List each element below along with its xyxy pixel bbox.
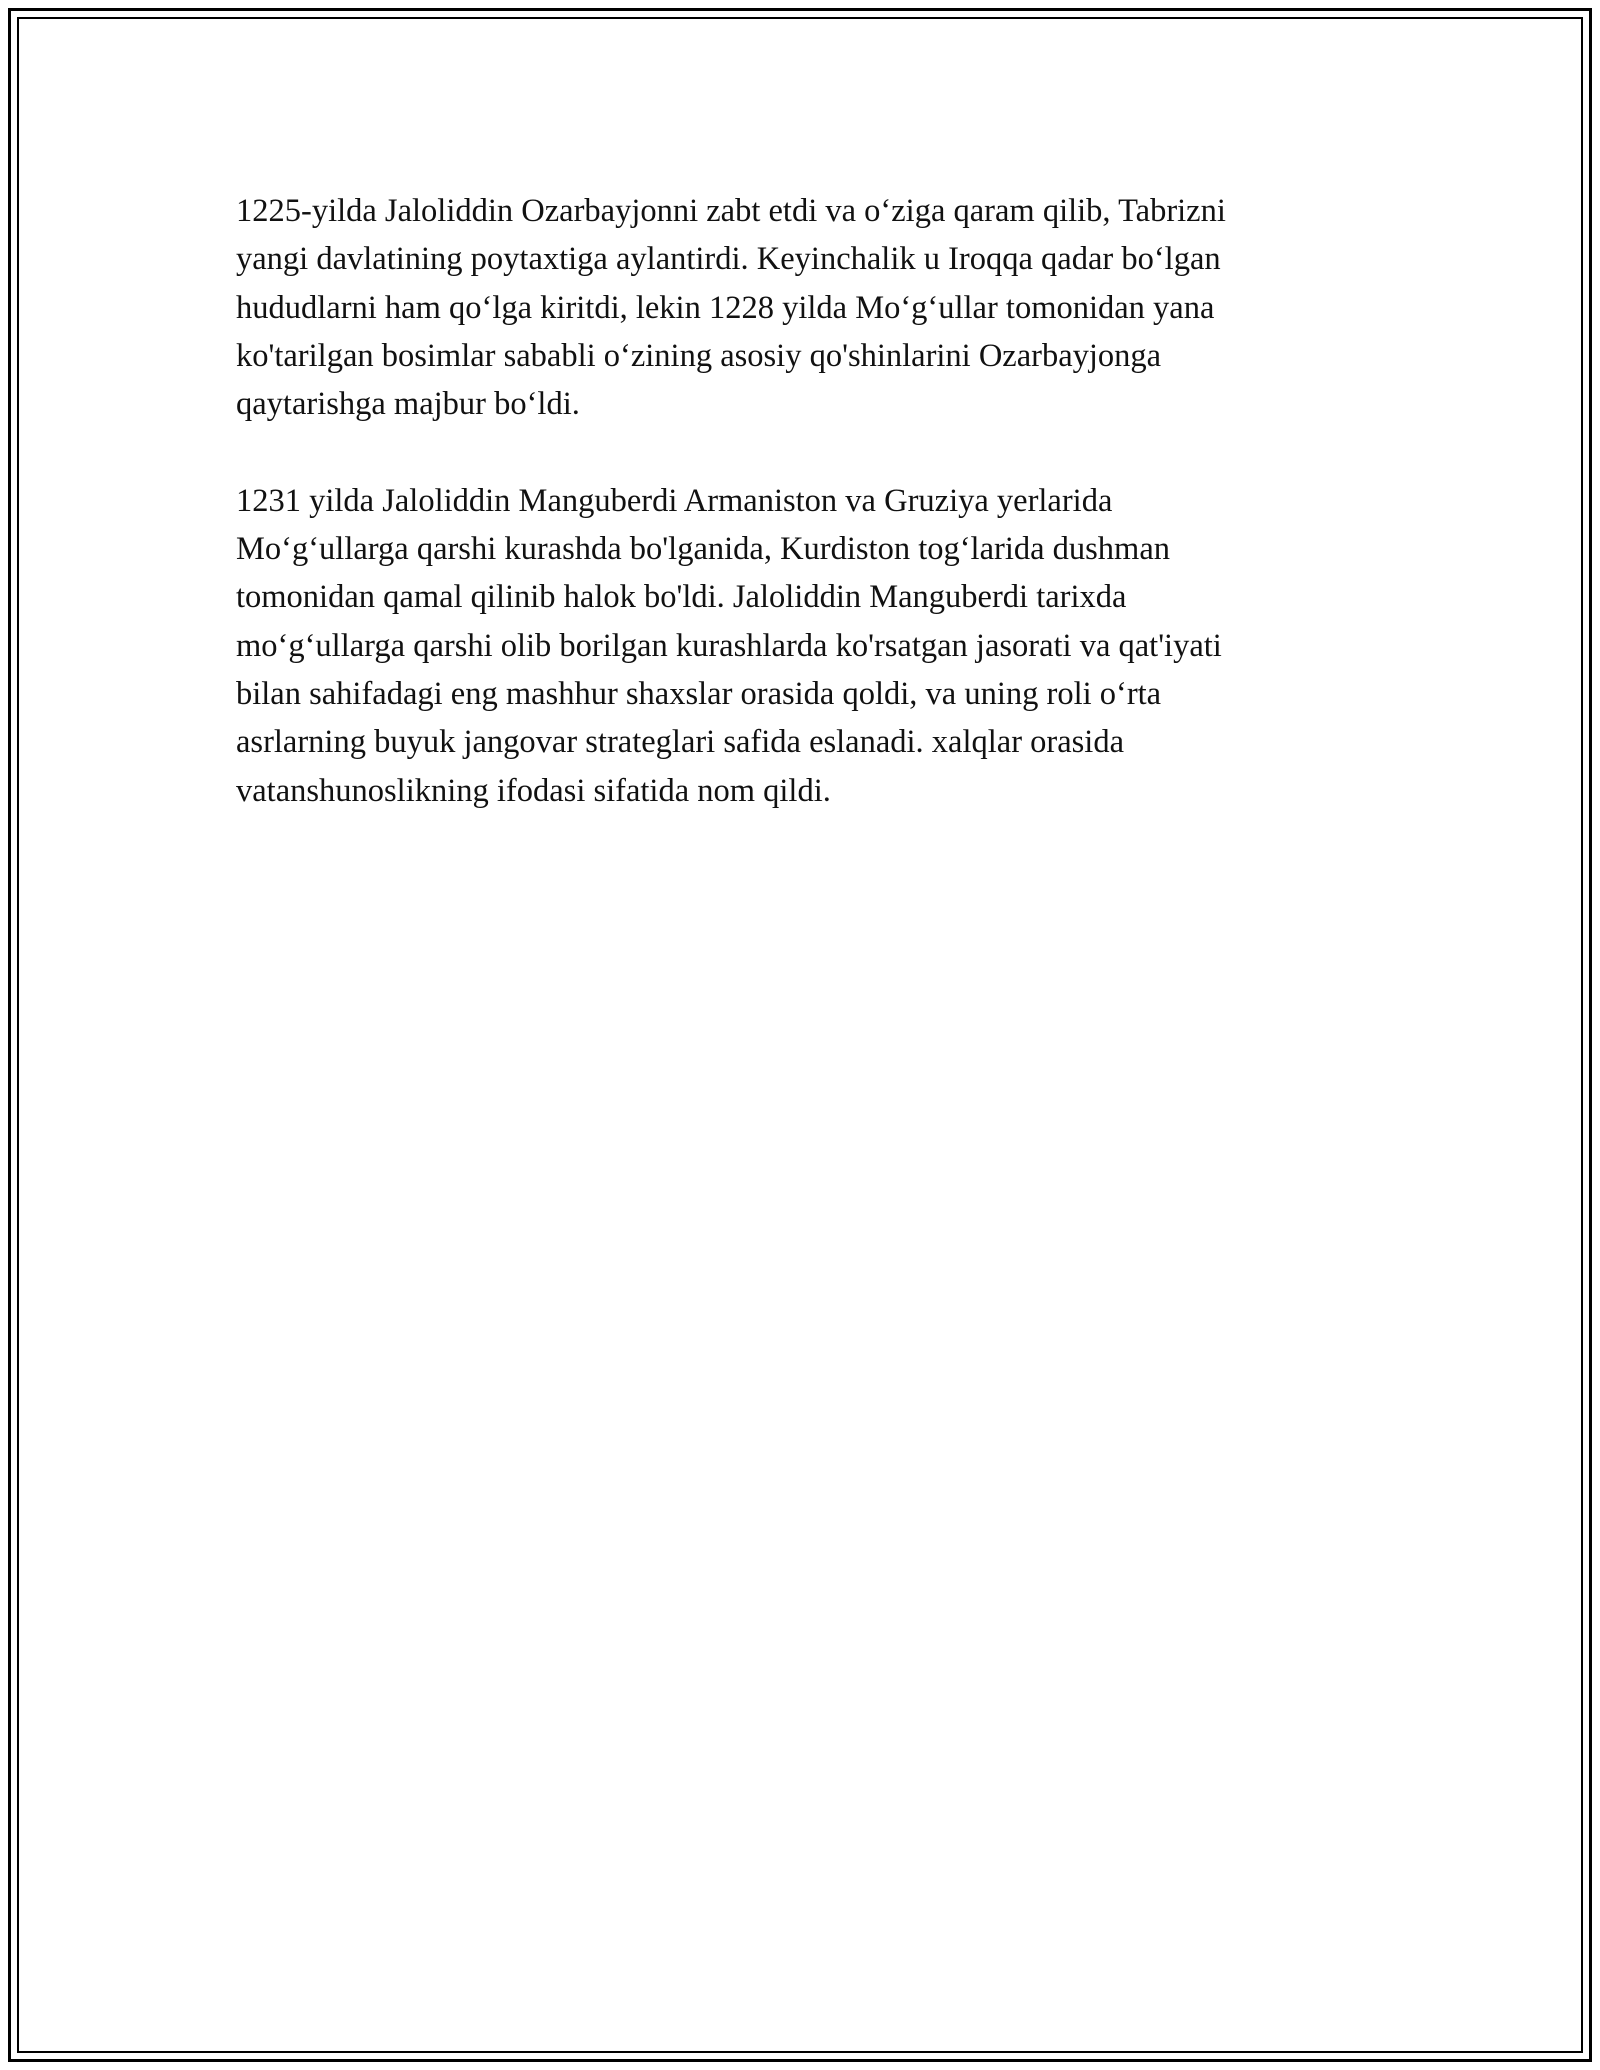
text-line: 1231 yilda Jaloliddin Manguberdi Armaniston va Gruziya yerlarida [236, 482, 1113, 519]
document-body [236, 187, 1366, 863]
text-line: hududlarni ham qo‘lga kiritdi, lekin 1228 yilda Mo‘g‘ullar tomonidan yana [236, 289, 1215, 326]
text-line: bilan sahifadagi eng mashhur shaxslar orasida qoldi, va uning roli o‘rta [236, 675, 1162, 712]
paragraph-1 [236, 187, 1366, 428]
text-line: Mo‘g‘ullarga qarshi kurashda bo'lganida, Kurdiston tog‘larida dushman [236, 531, 1171, 568]
text-line: asrlarning buyuk jangovar strateglari safida eslanadi. xalqlar orasida [236, 724, 1125, 761]
text-line: qaytarishga majbur bo‘ldi. [236, 386, 580, 423]
text-line: vatanshunoslikning ifodasi sifatida nom qildi. [236, 772, 831, 809]
text-line: tomonidan qamal qilinib halok bo'ldi. Jaloliddin Manguberdi tarixda [236, 579, 1127, 616]
text-line: mo‘g‘ullarga qarshi olib borilgan kurashlarda ko'rsatgan jasorati va qat'iyati [236, 627, 1222, 664]
text-line: ko'tarilgan bosimlar sababli o‘zining asosiy qo'shinlarini Ozarbayjonga [236, 337, 1162, 374]
text-line: yangi davlatining poytaxtiga aylantirdi. Keyinchalik u Iroqqa qadar bo‘lgan [236, 241, 1221, 278]
paragraph-2 [236, 477, 1366, 815]
text-line: 1225-yilda Jaloliddin Ozarbayjonni zabt etdi va o‘ziga qaram qilib, Tabrizni [236, 193, 1226, 229]
